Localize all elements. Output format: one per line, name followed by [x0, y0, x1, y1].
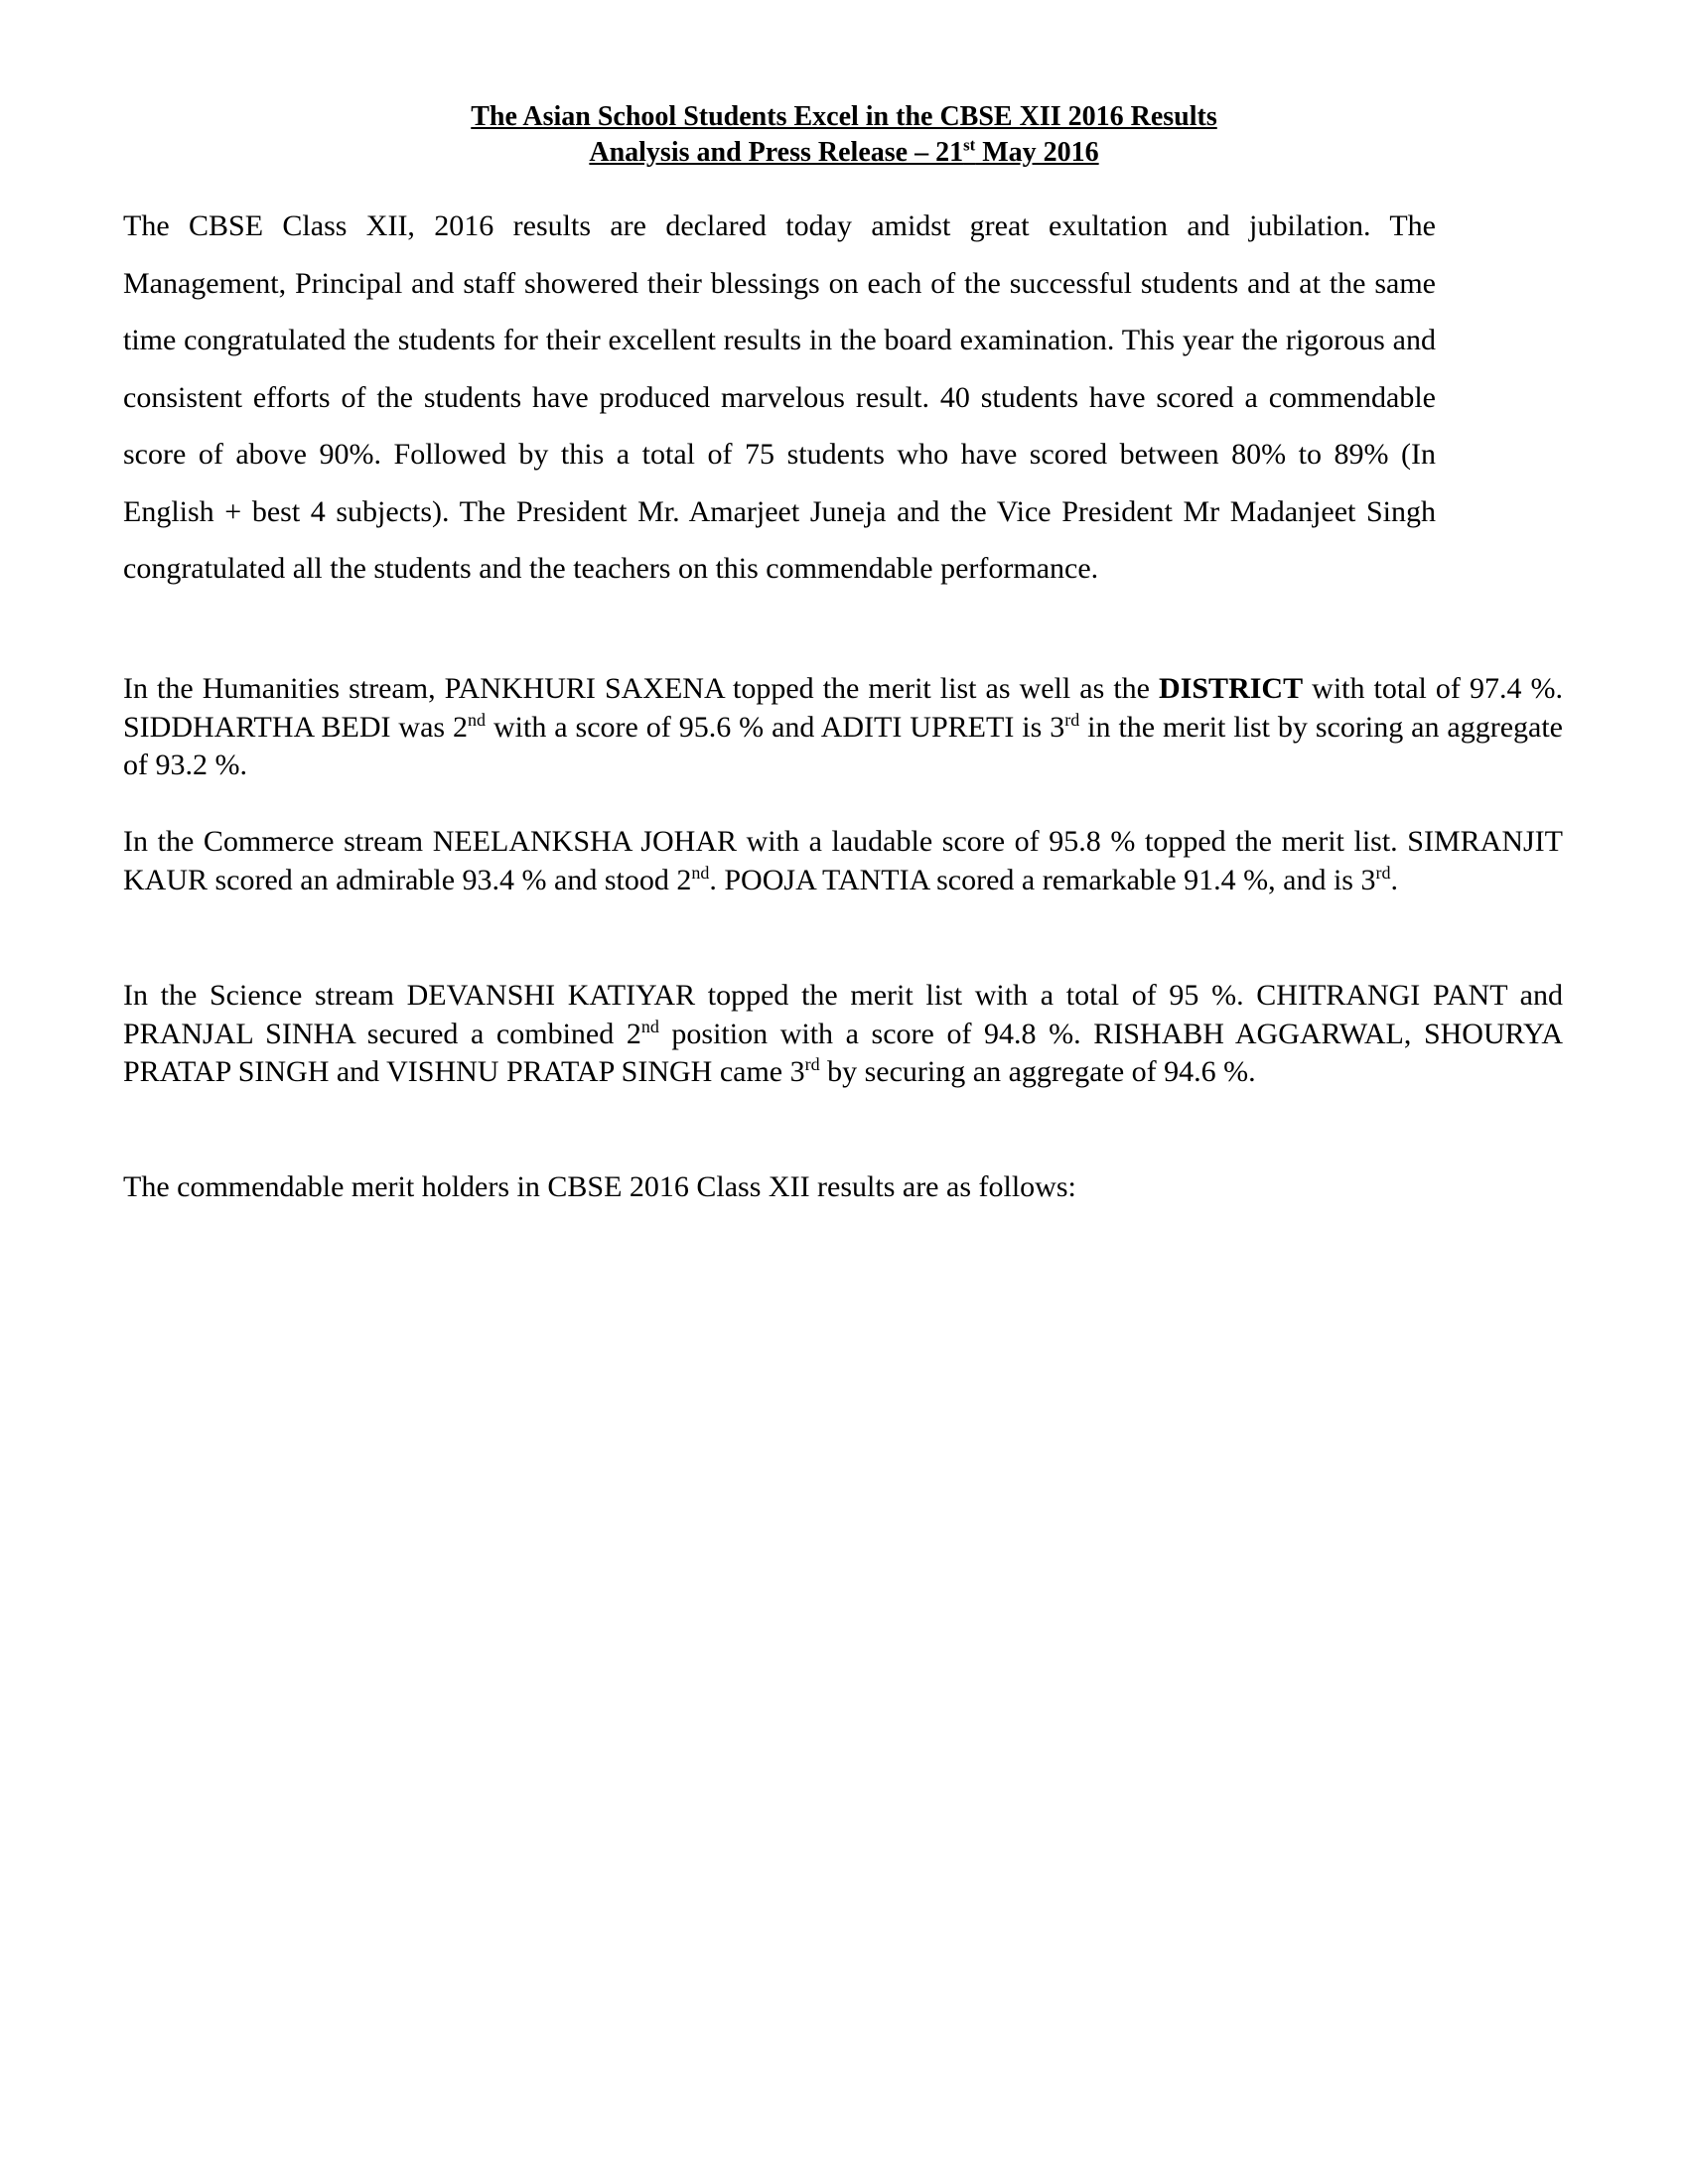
ordinal-suffix: nd	[468, 709, 487, 730]
science-text-3: by securing an aggregate of 94.6 %.	[819, 1055, 1256, 1088]
humanities-text-2: with total of 97.4 %. SIDDHARTHA BEDI was 2	[123, 672, 1564, 744]
humanities-text-1: In the Humanities stream, PANKHURI SAXENA topped the merit list as well as the	[123, 672, 1160, 705]
humanities-paragraph	[123, 670, 1563, 785]
subtitle-date: May 2016	[975, 137, 1099, 168]
commerce-paragraph	[123, 823, 1563, 899]
district-emphasis: DISTRICT	[1159, 672, 1304, 705]
science-text-2: position with a score of 94.8 %. RISHABH AGGARWAL, SHOURYA PRATAP SINGH and VISHNU PRATAP SINGH came 3	[123, 1017, 1563, 1088]
ordinal-suffix: nd	[691, 862, 710, 883]
title-subtitle	[589, 137, 1098, 168]
intro-paragraph: The CBSE Class XII, 2016 results are declared today amidst great exultation and jubilation. The Management, Principal and staff showered their blessings on each of the successful students and at the same time congratulated the students for their excellent results in the board examination. This year the rigorous and consistent efforts of the students have produced marvelous result. 40 students have scored a commendable score of above 90%. Followed by this a total of 75 students who have scored between 80% to 89% (In English + best 4 subjects). The President Mr. Amarjeet Juneja and the Vice President Mr Madanjeet Singh congratulated all the students and the teachers on this commendable performance.	[123, 209, 1436, 585]
subtitle-date-suffix: st	[963, 135, 976, 155]
title-main: The Asian School Students Excel in the CBSE XII 2016 Results	[471, 101, 1217, 132]
humanities-text-3: with a score of 95.6 % and ADITI UPRETI is 3	[486, 710, 1065, 744]
science-text-1: In the Science stream DEVANSHI KATIYAR topped the merit list with a total of 95 %. CHITRANGI PANT and PRANJAL SINHA secured a combined 2	[123, 979, 1563, 1050]
commerce-text-1: In the Commerce stream NEELANKSHA JOHAR with a laudable score of 95.8 % topped the merit list. SIMRANJIT KAUR scored an admirable 93.4 % and stood 2	[123, 825, 1563, 896]
science-paragraph	[123, 977, 1563, 1092]
ordinal-suffix: nd	[640, 1016, 659, 1036]
ordinal-suffix: rd	[804, 1054, 820, 1074]
document-title	[0, 99, 1688, 171]
ordinal-suffix: rd	[1375, 862, 1391, 883]
commerce-text-2: . POOJA TANTIA scored a remarkable 91.4 %, and is 3	[709, 863, 1376, 896]
title-line-1	[0, 99, 1688, 135]
commerce-text-3: .	[1390, 863, 1398, 896]
title-line-2	[0, 135, 1688, 171]
humanities-text-4: in the merit list by scoring an aggregate of 93.2 %.	[123, 710, 1563, 781]
ordinal-suffix: rd	[1064, 709, 1080, 730]
subtitle-text: Analysis and Press Release – 21	[589, 137, 964, 168]
closing-paragraph: The commendable merit holders in CBSE 2016 Class XII results are as follows:	[123, 1170, 1076, 1203]
